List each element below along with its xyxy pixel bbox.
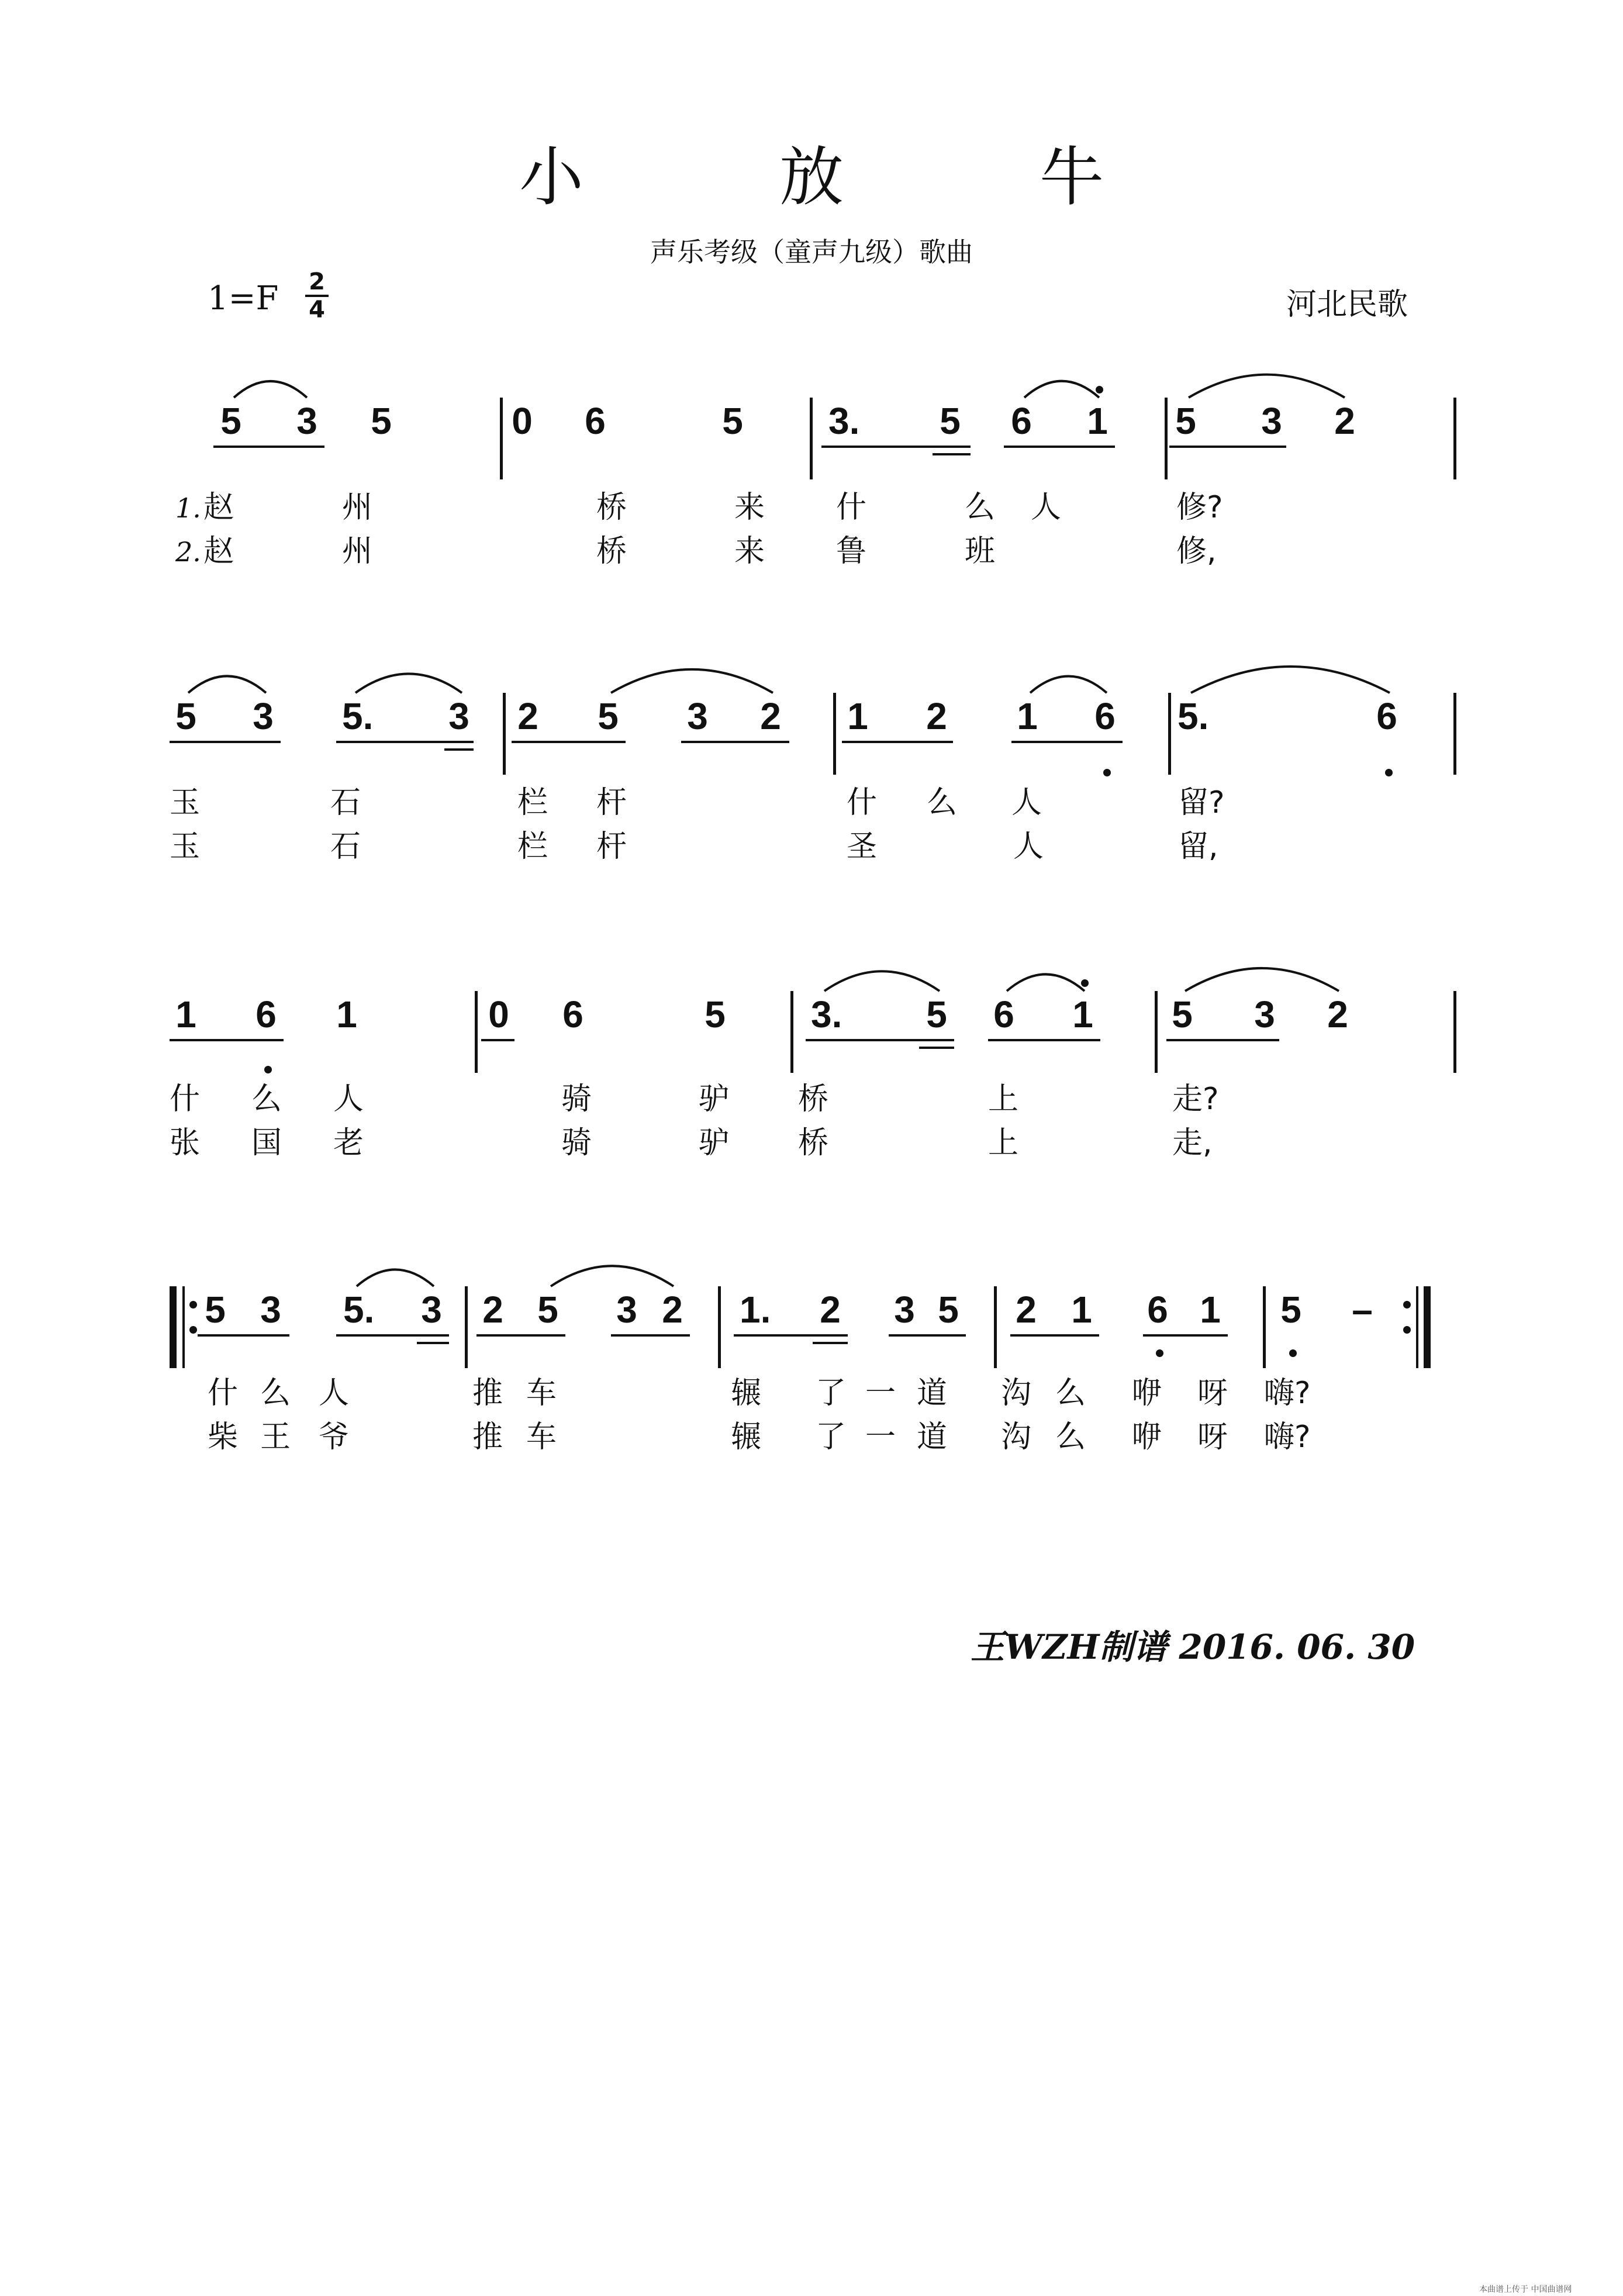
- lyric-verse-1: 州: [342, 490, 373, 525]
- bar-line: [718, 1286, 721, 1368]
- lyric-verse-1: 杆: [596, 785, 627, 820]
- lyric-verse-2: 人: [1013, 829, 1044, 864]
- slur: [1189, 375, 1345, 398]
- lyric-verse-1: 咿: [1131, 1376, 1162, 1411]
- bar-line: [465, 1286, 468, 1368]
- note: 3: [616, 1289, 637, 1331]
- lyric-verse-1: 桥: [798, 1082, 829, 1117]
- note: 3: [296, 400, 317, 442]
- note: 1: [336, 993, 357, 1035]
- lyric-verse-2: 沟: [1001, 1420, 1032, 1455]
- beam-second: [919, 1047, 954, 1049]
- repeat-end-thin: [1416, 1286, 1418, 1368]
- note: 0: [488, 993, 509, 1035]
- key-signature: 1=F: [208, 279, 279, 317]
- repeat-end-thick: [1424, 1286, 1431, 1368]
- bar-line: [500, 398, 503, 479]
- lyric-verse-2: 张: [170, 1125, 201, 1161]
- lyric-verse-1: 人: [1011, 785, 1042, 820]
- bar-line: [1155, 991, 1158, 1073]
- lyric-verse-2: 推: [472, 1420, 503, 1455]
- verse-number: 1.: [175, 492, 201, 524]
- lyric-verse-2: 修,: [1176, 534, 1217, 569]
- note: 5: [371, 400, 392, 442]
- note: 5: [926, 993, 947, 1035]
- note: 1: [1017, 695, 1038, 737]
- note: 2: [482, 1289, 503, 1331]
- lyric-verse-2: 嗨?: [1264, 1420, 1311, 1455]
- slur: [824, 971, 940, 991]
- lyric-verse-2: 骑: [561, 1125, 592, 1161]
- lyric-verse-2: 栏: [517, 829, 548, 864]
- lyric-verse-1: 嗨?: [1264, 1376, 1311, 1411]
- lyric-verse-2: 走,: [1172, 1125, 1213, 1161]
- note: 5: [1175, 400, 1196, 442]
- lyric-verse-2: 杆: [596, 829, 627, 864]
- note: 5.: [1177, 695, 1209, 737]
- song-origin: 河北民歌: [1286, 287, 1408, 322]
- lyric-verse-2: 桥: [596, 534, 627, 569]
- note: 5: [938, 1289, 959, 1331]
- bar-line: [475, 991, 478, 1073]
- slur: [357, 1269, 434, 1286]
- lyric-verse-2: 辗: [731, 1420, 762, 1455]
- lyric-verse-1: 推: [472, 1376, 503, 1411]
- bar-line: [810, 398, 813, 479]
- note: 5: [175, 695, 196, 737]
- note: 1: [175, 993, 196, 1035]
- lyric-verse-1: 么: [927, 785, 958, 820]
- lyric-verse-2: 道: [917, 1420, 948, 1455]
- beam-second: [417, 1342, 449, 1344]
- beam: [1010, 1334, 1099, 1337]
- lyric-verse-1: 驴: [699, 1082, 730, 1117]
- note: –: [1352, 1289, 1373, 1331]
- lyric-verse-1: 人: [333, 1082, 364, 1117]
- lyric-verse-2: 班: [965, 534, 996, 569]
- low-octave-dot: [1103, 769, 1111, 776]
- note: 3: [448, 695, 469, 737]
- lyric-verse-1: 石: [330, 785, 361, 820]
- beam: [1166, 1039, 1279, 1041]
- lyric-verse-1: 沟: [1001, 1376, 1032, 1411]
- lyric-verse-1: 走?: [1172, 1082, 1219, 1117]
- note: 3.: [828, 400, 860, 442]
- repeat-start-thin: [182, 1286, 185, 1368]
- lyric-verse-2: 圣: [847, 829, 878, 864]
- verse-number: 2.: [175, 536, 201, 568]
- beam: [213, 446, 324, 448]
- note: 5: [1172, 993, 1193, 1035]
- lyric-verse-1: 什: [847, 785, 878, 820]
- beam: [611, 1334, 690, 1337]
- lyric-verse-2: 石: [330, 829, 361, 864]
- transcriber-credit: 王WZH制谱 2016. 06. 30: [971, 1627, 1415, 1667]
- lyric-verse-1: 呀: [1197, 1376, 1228, 1411]
- lyric-verse-1: 道: [917, 1376, 948, 1411]
- beam: [476, 1334, 565, 1337]
- note: 2: [517, 695, 538, 737]
- note: 3.: [811, 993, 842, 1035]
- watermark: 本曲谱上传于 中国曲谱网: [1479, 2285, 1572, 2294]
- meter-top: 2: [309, 268, 325, 295]
- subtitle: 声乐考级（童声九级）歌曲: [650, 236, 973, 268]
- note: 6: [993, 993, 1014, 1035]
- beam: [734, 1334, 848, 1337]
- beam: [1004, 446, 1115, 448]
- lyric-verse-1: 车: [526, 1376, 557, 1411]
- note: 1: [847, 695, 868, 737]
- repeat-dot: [1403, 1326, 1411, 1334]
- page-title: 小 放 牛: [519, 140, 1192, 215]
- note: 2: [820, 1289, 841, 1331]
- slur: [188, 676, 266, 693]
- beam: [1011, 741, 1123, 743]
- slur: [1007, 974, 1085, 991]
- lyric-verse-1: 什: [208, 1376, 239, 1411]
- lyric-verse-1: 么: [965, 490, 996, 525]
- lyric-verse-2: 上: [988, 1125, 1019, 1161]
- note: 5.: [343, 1289, 375, 1331]
- lyric-verse-1: 栏: [517, 785, 548, 820]
- bar-line: [994, 1286, 997, 1368]
- note: 5: [705, 993, 726, 1035]
- note: 2: [1016, 1289, 1037, 1331]
- beam: [170, 741, 281, 743]
- note: 2: [662, 1289, 683, 1331]
- note: 1.: [740, 1289, 771, 1331]
- beam-second: [444, 748, 474, 751]
- note: 5: [940, 400, 961, 442]
- bar-line: [1168, 693, 1171, 775]
- lyric-verse-1: 么: [260, 1376, 291, 1411]
- lyric-verse-1: 骑: [561, 1082, 592, 1117]
- beam: [681, 741, 789, 743]
- lyric-verse-2: 爷: [319, 1420, 350, 1455]
- lyric-verse-2: 车: [526, 1420, 557, 1455]
- note: 0: [512, 400, 533, 442]
- lyric-verse-1: 修?: [1176, 490, 1223, 525]
- note: 1: [1200, 1289, 1221, 1331]
- slur: [611, 669, 773, 693]
- note: 2: [760, 695, 781, 737]
- lyric-verse-1: 什: [836, 490, 867, 525]
- high-octave-dot: [1081, 979, 1089, 987]
- lyric-verse-1: 么: [251, 1082, 282, 1117]
- note: 5: [598, 695, 619, 737]
- lyric-verse-1: 一: [865, 1376, 896, 1411]
- lyric-verse-2: 赵: [203, 534, 234, 569]
- bar-line: [503, 693, 506, 775]
- beam-second: [813, 1342, 848, 1344]
- slur: [1030, 676, 1107, 693]
- note: 2: [926, 695, 947, 737]
- note: 3: [421, 1289, 442, 1331]
- note: 2: [1334, 400, 1355, 442]
- beam: [481, 1039, 514, 1041]
- beam: [170, 1039, 284, 1041]
- beam: [1143, 1334, 1228, 1337]
- lyric-verse-2: 州: [342, 534, 373, 569]
- beam: [336, 741, 474, 743]
- slur: [234, 381, 307, 398]
- bar-line: [1165, 398, 1168, 479]
- note: 6: [1011, 400, 1032, 442]
- note: 5: [722, 400, 743, 442]
- beam: [336, 1334, 449, 1337]
- lyric-verse-1: 辗: [731, 1376, 762, 1411]
- low-octave-dot: [1289, 1349, 1297, 1357]
- lyric-verse-2: 来: [734, 534, 765, 569]
- note: 1: [1071, 1289, 1092, 1331]
- repeat-dot: [189, 1301, 197, 1308]
- beam: [1169, 446, 1286, 448]
- slur: [355, 674, 462, 693]
- lyric-verse-1: 桥: [596, 490, 627, 525]
- lyric-verse-1: 来: [734, 490, 765, 525]
- slur: [551, 1266, 674, 1286]
- slur: [1191, 667, 1390, 693]
- lyric-verse-1: 什: [170, 1082, 201, 1117]
- slur: [1185, 968, 1339, 991]
- high-octave-dot: [1096, 386, 1103, 393]
- lyric-verse-2: 么: [1055, 1420, 1086, 1455]
- lyric-verse-2: 一: [865, 1420, 896, 1455]
- repeat-start-thick: [170, 1286, 177, 1368]
- note: 1: [1072, 993, 1093, 1035]
- bar-line: [833, 693, 836, 775]
- lyric-verse-2: 留,: [1178, 829, 1218, 864]
- bar-line: [1453, 991, 1456, 1073]
- lyric-verse-1: 上: [988, 1082, 1019, 1117]
- lyric-verse-1: 玉: [170, 785, 201, 820]
- lyric-verse-1: 留?: [1178, 785, 1225, 820]
- slur: [1024, 381, 1099, 398]
- lyric-verse-1: 人: [319, 1376, 350, 1411]
- lyric-verse-2: 老: [333, 1125, 364, 1161]
- lyric-verse-2: 驴: [699, 1125, 730, 1161]
- lyric-verse-1: 了: [816, 1376, 847, 1411]
- beam: [988, 1039, 1100, 1041]
- note: 3: [253, 695, 274, 737]
- repeat-dot: [1403, 1301, 1411, 1308]
- bar-line: [790, 991, 793, 1073]
- lyric-verse-2: 了: [816, 1420, 847, 1455]
- note: 2: [1327, 993, 1348, 1035]
- lyric-verse-1: 人: [1031, 490, 1062, 525]
- note: 5: [537, 1289, 558, 1331]
- lyric-verse-2: 柴: [208, 1420, 239, 1455]
- lyric-verse-2: 桥: [798, 1125, 829, 1161]
- beam: [512, 741, 626, 743]
- lyric-verse-2: 咿: [1131, 1420, 1162, 1455]
- meter-bottom: 4: [309, 296, 325, 323]
- note: 6: [1094, 695, 1116, 737]
- note: 6: [1376, 695, 1397, 737]
- note: 5: [220, 400, 241, 442]
- note: 3: [260, 1289, 281, 1331]
- note: 3: [894, 1289, 915, 1331]
- note: 5: [1280, 1289, 1301, 1331]
- lyric-verse-2: 呀: [1197, 1420, 1228, 1455]
- lyric-verse-1: 赵: [203, 490, 234, 525]
- beam: [198, 1334, 289, 1337]
- note: 6: [255, 993, 277, 1035]
- lyric-verse-2: 鲁: [836, 534, 867, 569]
- beam: [821, 446, 971, 448]
- note: 3: [1261, 400, 1282, 442]
- note: 6: [562, 993, 583, 1035]
- note: 1: [1087, 400, 1108, 442]
- note: 3: [1254, 993, 1275, 1035]
- low-octave-dot: [1156, 1349, 1163, 1357]
- note: 6: [1147, 1289, 1168, 1331]
- beam: [842, 741, 953, 743]
- lyric-verse-1: 么: [1055, 1376, 1086, 1411]
- lyric-verse-2: 国: [251, 1125, 282, 1161]
- bar-line: [1453, 398, 1456, 479]
- repeat-dot: [189, 1326, 197, 1334]
- beam: [889, 1334, 966, 1337]
- beam-second: [933, 453, 971, 455]
- low-octave-dot: [264, 1066, 272, 1073]
- lyric-verse-2: 玉: [170, 829, 201, 864]
- lyric-verse-2: 王: [260, 1420, 291, 1455]
- note: 5.: [342, 695, 374, 737]
- note: 6: [585, 400, 606, 442]
- beam: [806, 1039, 954, 1041]
- bar-line: [1263, 1286, 1266, 1368]
- note: 5: [205, 1289, 226, 1331]
- note: 3: [687, 695, 708, 737]
- low-octave-dot: [1385, 769, 1393, 776]
- bar-line: [1453, 693, 1456, 775]
